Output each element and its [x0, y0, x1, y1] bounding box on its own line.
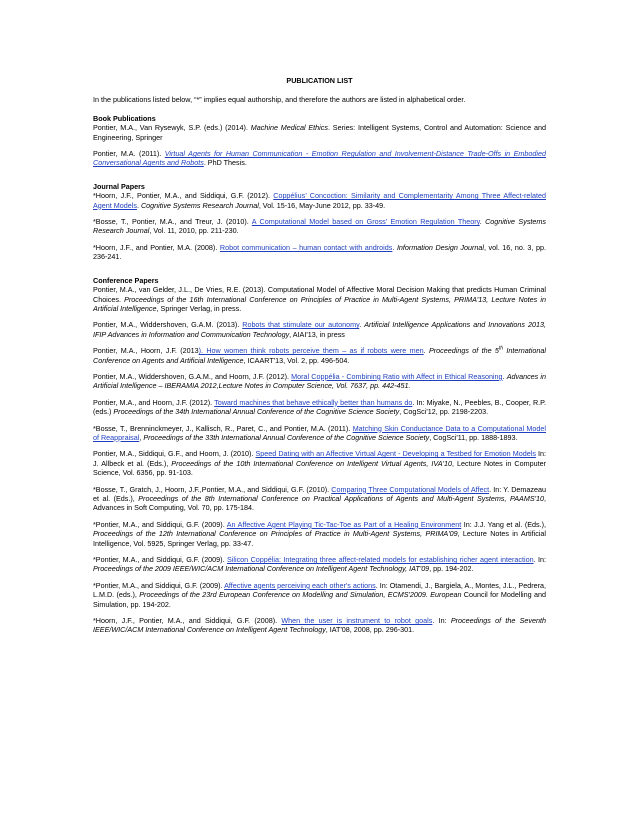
entry-venue: Proceedings of the 12th International Conference on Principles of Practice in Multi-Agent Systems, PRIMA'09 — [93, 529, 458, 539]
page-title: PUBLICATION LIST — [286, 76, 353, 85]
entry-venue: Cognitive Systems Research Journal — [140, 200, 259, 210]
entry-venue: Information Design Journal — [396, 242, 484, 252]
entry-title-link[interactable]: An Affective Agent Playing Tic-Tac-Toe as Part of a Healing Environment — [226, 519, 462, 529]
entry-title-link[interactable]: Coppélius’ Concoction: Similarity and Complementarity Among Three Affect-related Agent Models — [93, 191, 546, 210]
entry-authors: Pontier, M.A., Hoorn, J.F. (2013 — [93, 346, 199, 356]
publication-entry — [93, 398, 546, 417]
entry-separator: . — [502, 371, 507, 381]
entry-title-link[interactable]: Silicon Coppélia: Integrating three affect-related models for establishing richer agent interaction — [227, 555, 534, 565]
entry-details: , Lecture Notes in Artificial Intelligence, Vol. 5925, Springer Verlag, pp. 33-47. — [93, 529, 546, 548]
publication-entry — [93, 372, 546, 391]
entry-title-link[interactable]: Affective agents perceiving each other's actions — [224, 580, 376, 590]
entry-separator: . — [136, 200, 141, 210]
intro-text: In the publications listed below, “*” implies equal authorship, and therefore the authors are listed in alphabetical order. — [93, 95, 466, 105]
entry-details: , CogSci'11, pp. 1888-1893. — [429, 432, 518, 442]
entry-details: . PhD Thesis. — [203, 158, 247, 168]
publication-entry — [93, 243, 546, 262]
entry-details: , Vol. 11, 2010, pp. 211-230. — [149, 226, 239, 236]
entry-authors: *Hoorn, J.F., Pontier, M.A., and Siddiqui, G.F. (2008). — [93, 616, 282, 626]
entry-venue: Advances in Artificial Intelligence – IBERAMIA 2012,Lecture Notes in Computer Science, Vol. 7637, pp. 442-451. — [93, 371, 546, 391]
entry-authors: Pontier, M.A., Siddiqui, G.F., and Hoorn, J. (2010). — [93, 449, 256, 459]
entry-venue: Proceedings of the 33th International Annual Conference of the Cognitive Science Society — [143, 432, 430, 442]
journal-heading: Journal Papers — [93, 181, 145, 191]
publication-entry — [93, 616, 546, 635]
publication-entry — [93, 555, 546, 574]
entry-separator: , — [139, 432, 144, 442]
entry-details: Council for Modelling and Simulation, pp. 194-202. — [93, 590, 546, 609]
publication-entry — [93, 123, 546, 142]
entry-title-link[interactable]: Moral Coppélia - Combining Ratio with Affect in Ethical Reasoning — [291, 371, 503, 381]
entry-details: , IAT'08, 2008, pp. 296-301. — [325, 625, 415, 635]
entry-authors: *Bosse, T., Pontier, M.A., and Treur, J. (2010). — [93, 217, 252, 227]
entry-details: , pp. 194-202. — [429, 564, 474, 574]
entry-separator: . In: Y. Demazeau et al. (Eds.), — [93, 484, 546, 503]
entry-venue: Proceedings of the 34th International Annual Conference of the Cognitive Science Society — [113, 407, 400, 417]
entry-authors: Pontier, M.A., Widdershoven, G.A.M. (2013). — [93, 320, 243, 330]
publication-entry — [93, 581, 546, 609]
entry-separator: . — [479, 217, 486, 227]
publication-entry — [93, 320, 546, 339]
entry-authors: Pontier, M.A., and Hoorn, J.F. (2012). — [93, 397, 215, 407]
book-heading: Book Publications — [93, 113, 156, 123]
entry-details: , AIAI'13, in press — [289, 329, 345, 339]
entry-authors: Pontier, M.A., Widdershoven, G.A.M., and Hoorn, J.F. (2012). — [93, 371, 292, 381]
entry-title-link[interactable]: A Computational Model based on Gross’ Emotion Regulation Theory — [251, 217, 480, 227]
entry-venue: Artificial Intelligence Applications and Innovations 2013, IFIP Advances in Information and Communication Technology — [93, 320, 547, 339]
entry-title-link[interactable]: Matching Skin Conductance Data to a Computational Model of Reappraisal — [93, 423, 546, 442]
publication-entry — [93, 449, 546, 477]
entry-authors: *Pontier, M.A., and Siddiqui, G.F. (2009). — [93, 580, 225, 590]
entry-details: , ICAART'13, Vol. 2, pp. 496-504. — [243, 355, 350, 365]
entry-venue: Proceedings of the 10th International Conference on Intelligent Virtual Agents, IVA'10 — [171, 458, 452, 468]
publication-entry — [93, 149, 546, 168]
entry-separator: . In: — [533, 555, 546, 565]
entry-separator: . In: — [432, 616, 451, 626]
entry-authors: *Bosse, T., Gratch, J., Hoorn, J.F.,Pontier, M.A., and Siddiqui, G.F. (2010). — [93, 484, 332, 494]
entry-authors: *Hoorn, J.F., and Pontier, M.A. (2008). — [93, 242, 220, 252]
entry-separator: . In: Otamendi, J., Bargiela, A., Montes, J.L., Pedrera, L.M.D. (eds.), — [93, 580, 546, 600]
entry-details: , Lecture Notes in Computer Science, Vol. 6356, pp. 91-103. — [93, 458, 546, 478]
entry-details: , Springer Verlag, in press. — [156, 303, 242, 313]
entry-title-link[interactable]: ). How women think robots perceive them – as if robots were men — [198, 346, 424, 356]
journal-section — [93, 182, 546, 262]
publication-entry — [93, 520, 546, 548]
entry-venue: Proceedings of the 23rd European Conference on Modelling and Simulation, ECMS'2009. European — [139, 590, 462, 600]
publication-entry — [93, 485, 546, 513]
entry-details: , Advances in Soft Computing, Vol. 70, pp. 175-184. — [93, 494, 546, 513]
entry-title-link[interactable]: Virtual Agents for Human Communication - Emotion Regulation and Involvement-Distance Trade-Offs in Embodied Conversational Agents and Robots — [93, 149, 546, 168]
entry-venue: Proceedings of the 8th International Conference on Practical Applications of Agents and Multi-Agent Systems, PAAMS'10 — [138, 494, 544, 503]
entry-separator: In: J.J. Yang et al. (Eds.), — [461, 519, 546, 529]
entry-separator: . — [359, 320, 365, 330]
entry-details: , vol. 16, no. 3, pp. 236-241. — [93, 242, 546, 262]
entry-authors: *Pontier, M.A., and Siddiqui, G.F. (2009). — [93, 555, 227, 565]
entry-authors: *Bosse, T., Brenninckmeyer, J., Kallisch, R., Paret, C., and Pontier, M.A. (2011). — [93, 423, 353, 433]
entry-separator: In: J. Allbeck et al. (Eds.), — [93, 449, 546, 468]
entry-authors: Pontier, M.A. (2011). — [93, 149, 165, 159]
entry-venue-cont: International Conference on Agents and Artificial Intelligence — [93, 346, 546, 365]
entry-venue: Proceedings of the Seventh IEEE/WIC/ACM International Conference on Intelligent Agent Technology — [93, 616, 546, 635]
entry-title-link[interactable]: Toward machines that behave ethically better than humans do — [214, 397, 413, 407]
entry-authors: *Hoorn, J.F., Pontier, M.A., and Siddiqui, G.F. (2012). — [93, 191, 274, 201]
entry-title-link[interactable]: Robot communication – human contact with androids — [219, 242, 393, 252]
entry-title-link[interactable]: When the user is instrument to robot goals — [281, 616, 433, 626]
entry-title-link[interactable]: Speed Dating with an Affective Virtual Agent - Developing a Testbed for Emotion Models — [255, 449, 536, 459]
entry-title-link[interactable]: Robots that stimulate our autonomy — [242, 320, 360, 330]
entry-details: , CogSci'12, pp. 2198-2203. — [399, 407, 489, 417]
entry-separator: . — [423, 346, 429, 356]
entry-venue: Cognitive Systems Research Journal — [93, 217, 546, 236]
entry-venue: Proceedings of the 5 — [428, 346, 499, 356]
publication-entry — [93, 424, 546, 443]
conference-heading: Conference Papers — [93, 275, 159, 285]
publication-entry — [93, 191, 546, 210]
entry-authors: Pontier, M.A., van Gelder, J.L., De Vries, R.E. (2013). Computational Model of Affective Moral Decision Making that predicts Human Criminal Choices. — [93, 285, 546, 304]
entry-details: . Series: Intelligent Systems, Control and Automation: Science and Engineering, Springer — [93, 123, 546, 142]
entry-separator: . In: Miyake, N., Peebles, B., Cooper, R.P. (eds.) — [93, 397, 547, 417]
publication-entry — [93, 285, 546, 313]
entry-authors: Pontier, M.A., Van Rysewyk, S.P. (eds.) (2014). — [93, 123, 251, 133]
entry-venue: Proceedings of the 2009 IEEE/WIC/ACM International Conference on Intelligent Agent Technology, IAT'09 — [93, 564, 430, 574]
entry-authors: *Pontier, M.A., and Siddiqui, G.F. (2009). — [93, 519, 227, 529]
entry-title-link[interactable]: Comparing Three Computational Models of Affect — [331, 484, 490, 494]
entry-superscript: th — [498, 345, 504, 352]
publication-list — [93, 76, 546, 643]
entry-title: Machine Medical Ethics — [250, 123, 328, 133]
publication-entry — [93, 346, 546, 365]
book-section — [93, 114, 546, 168]
conference-section — [93, 276, 546, 635]
entry-separator: . — [392, 242, 397, 252]
publication-entry — [93, 217, 546, 236]
entry-venue: Proceedings of the 16th International Conference on Principles of Practice in Multi-Agent Systems, PRIMA'13, Lecture Notes in Artificial Intelligence — [93, 294, 546, 313]
entry-details: , Vol. 15-16, May-June 2012, pp. 33-49. — [258, 200, 386, 210]
